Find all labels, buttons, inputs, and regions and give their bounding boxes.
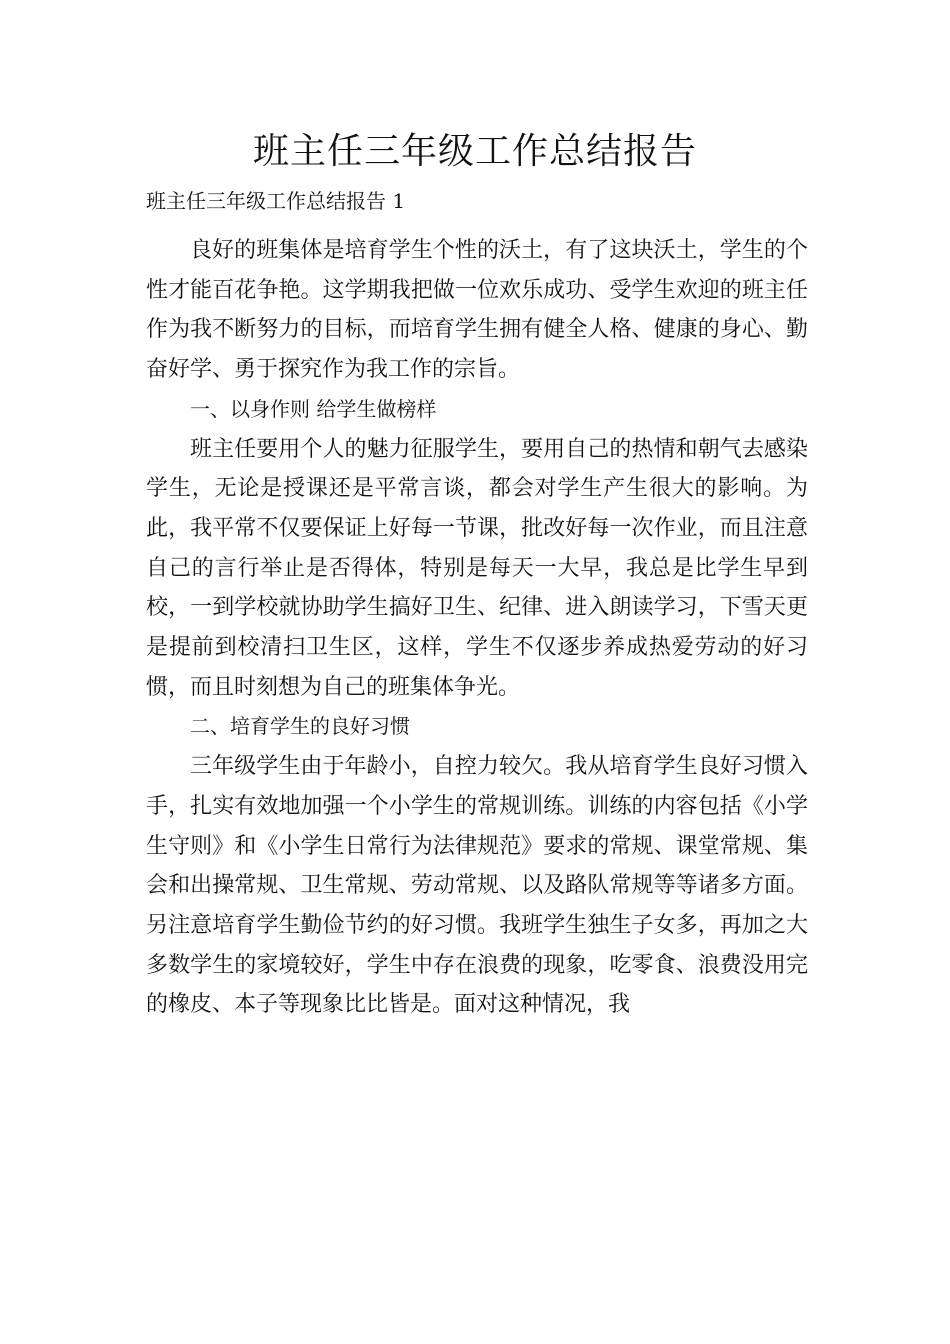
section-heading-1: 一、以身作则 给学生做榜样 — [190, 396, 437, 421]
document-subtitle: 班主任三年级工作总结报告 1 — [146, 189, 406, 213]
paragraph-intro: 良好的班集体是培育学生个性的沃土，有了这块沃土，学生的个性才能百花争艳。这学期我把做一位欢乐成功、受学生欢迎的班主任作为我不断努力的目标，而培育学生拥有健全人格、健康的身心、勤奋好学、勇于探究作为我工作的宗旨。 — [146, 238, 808, 383]
document-body — [146, 231, 808, 1025]
paragraph-section-1: 班主任要用个人的魅力征服学生，要用自己的热情和朝气去感染学生，无论是授课还是平常言谈，都会对学生产生很大的影响。为此，我平常不仅要保证上好每一节课，批改好每一次作业，而且注意自己的言行举止是否得体，特别是每天一大早，我总是比学生早到校，一到学校就协助学生搞好卫生、纪律、进入朗读学习，下雪天更是提前到校清扫卫生区，这样，学生不仅逐步养成热爱劳动的好习惯，而且时刻想为自己的班集体争光。 — [146, 436, 808, 700]
document-title: 班主任三年级工作总结报告 — [252, 131, 697, 172]
paragraph-section-2: 三年级学生由于年龄小，自控力较欠。我从培育学生良好习惯入手，扎实有效地加强一个小学生的常规训练。训练的内容包括《小学生守则》和《小学生日常行为法律规范》要求的常规、课堂常规、集会和出操常规、卫生常规、劳动常规、以及路队常规等等诸多方面。另注意培育学生勤俭节约的好习惯。我班学生独生子女多，再加之大多数学生的家境较好，学生中存在浪费的现象，吃零食、浪费没用完的橡皮、本子等现象比比皆是。面对这种情况，我 — [146, 754, 808, 1018]
section-heading-2: 二、培育学生的良好习惯 — [190, 714, 410, 739]
